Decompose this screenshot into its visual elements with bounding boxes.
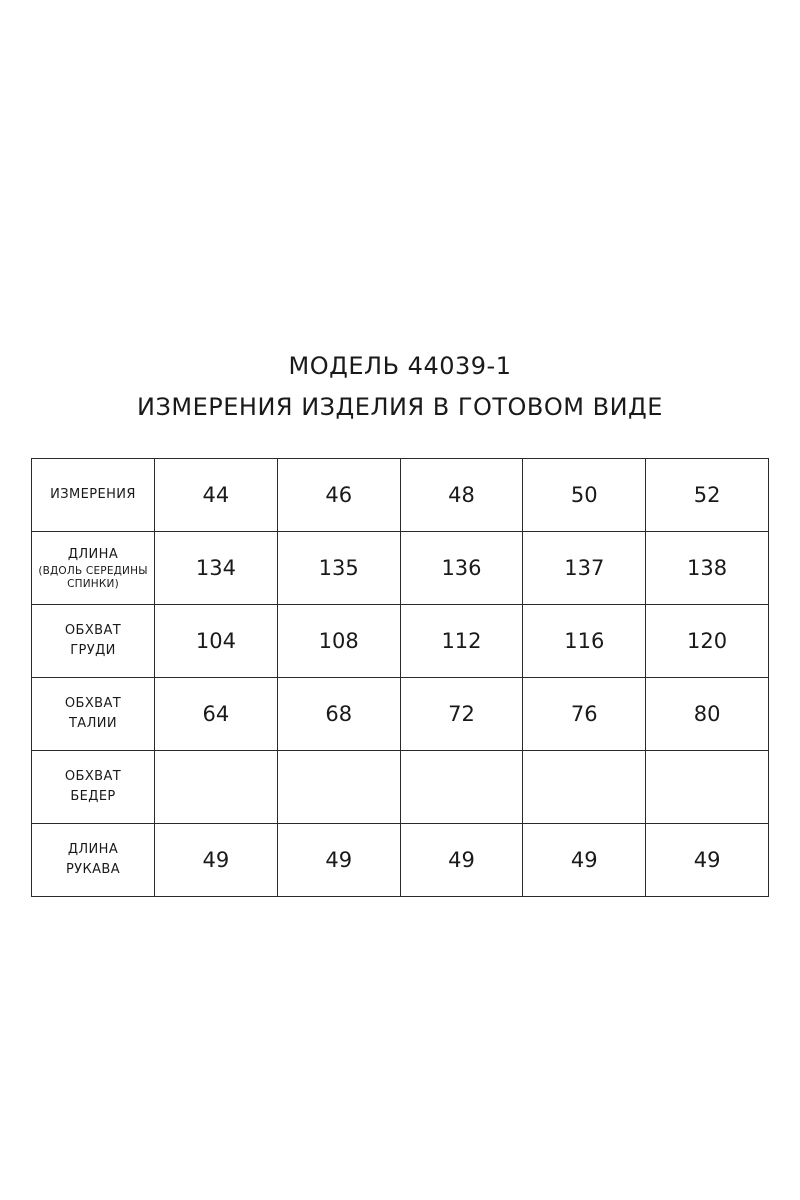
row-label: ОБХВАТ xyxy=(64,623,122,638)
table-cell xyxy=(400,751,523,824)
row-label: ДЛИНА xyxy=(67,547,119,562)
table-row-sleeve xyxy=(32,824,769,897)
table-cell: 136 xyxy=(400,532,523,605)
table-row-length xyxy=(32,532,769,605)
table-cell: 116 xyxy=(523,605,646,678)
size-table xyxy=(31,458,769,897)
table-cell: 137 xyxy=(523,532,646,605)
model-title: МОДЕЛЬ 44039-1 xyxy=(288,352,512,380)
table-cell xyxy=(523,751,646,824)
row-label-note: СПИНКИ) xyxy=(67,578,119,590)
row-label-cell xyxy=(32,824,155,897)
row-label: ТАЛИИ xyxy=(68,716,118,731)
header-label-cell xyxy=(32,459,155,532)
size-header-cell: 52 xyxy=(646,459,769,532)
table-cell: 134 xyxy=(155,532,278,605)
table-cell: 49 xyxy=(646,824,769,897)
table-row-waist xyxy=(32,678,769,751)
table-cell: 49 xyxy=(155,824,278,897)
table-cell xyxy=(646,751,769,824)
table-row-hips xyxy=(32,751,769,824)
table-cell: 64 xyxy=(155,678,278,751)
table-cell: 68 xyxy=(277,678,400,751)
page-subtitle: ИЗМЕРЕНИЯ ИЗДЕЛИЯ В ГОТОВОМ ВИДЕ xyxy=(137,393,663,421)
row-label: ГРУДИ xyxy=(70,643,116,658)
table-cell: 80 xyxy=(646,678,769,751)
table-row-chest xyxy=(32,605,769,678)
row-label: ОБХВАТ xyxy=(64,696,122,711)
table-cell: 108 xyxy=(277,605,400,678)
row-label: БЕДЕР xyxy=(70,789,116,804)
size-header-cell: 50 xyxy=(523,459,646,532)
row-label: ОБХВАТ xyxy=(64,769,122,784)
table-cell: 76 xyxy=(523,678,646,751)
row-label: ДЛИНА xyxy=(67,842,119,857)
row-label-note: (ВДОЛЬ СЕРЕДИНЫ xyxy=(38,565,148,577)
row-label-cell xyxy=(32,751,155,824)
table-cell: 49 xyxy=(400,824,523,897)
table-cell xyxy=(277,751,400,824)
table-cell: 104 xyxy=(155,605,278,678)
table-cell xyxy=(155,751,278,824)
table-cell: 120 xyxy=(646,605,769,678)
table-cell: 138 xyxy=(646,532,769,605)
row-label: РУКАВА xyxy=(65,862,121,877)
table-cell: 49 xyxy=(277,824,400,897)
size-header-cell: 46 xyxy=(277,459,400,532)
table-cell: 135 xyxy=(277,532,400,605)
header-label: ИЗМЕРЕНИЯ xyxy=(50,487,136,502)
size-header-cell: 48 xyxy=(400,459,523,532)
table-header-row xyxy=(32,459,769,532)
table-cell: 49 xyxy=(523,824,646,897)
table-cell: 72 xyxy=(400,678,523,751)
size-header-cell: 44 xyxy=(155,459,278,532)
row-label-cell xyxy=(32,532,155,605)
row-label-cell xyxy=(32,678,155,751)
table-cell: 112 xyxy=(400,605,523,678)
row-label-cell xyxy=(32,605,155,678)
